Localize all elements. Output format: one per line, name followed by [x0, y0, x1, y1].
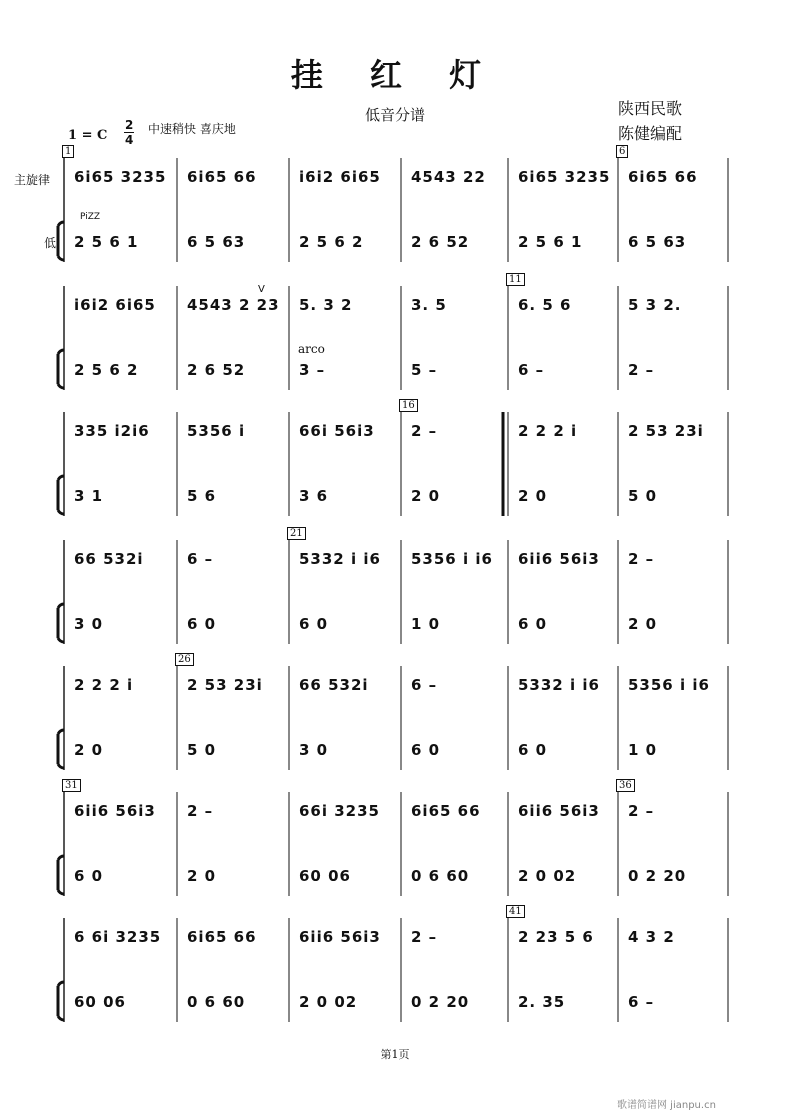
measure-number: 21 — [287, 527, 306, 540]
melody-measure: 2 – — [628, 550, 655, 568]
melody-measure: 6i65 66 — [411, 802, 481, 820]
bass-measure: 6 – — [518, 361, 545, 379]
score-system — [0, 528, 790, 650]
bass-measure: 5 0 — [628, 487, 658, 505]
melody-measure: 5. 3 2 — [299, 296, 353, 314]
melody-measure: 5332 i i6 — [299, 550, 381, 568]
measure-number: 11 — [506, 273, 525, 286]
melody-measure: 5356 i i6 — [628, 676, 710, 694]
score-system — [0, 780, 790, 902]
bass-measure: 3 6 — [299, 487, 329, 505]
melody-measure: 2 – — [411, 422, 438, 440]
melody-measure: 2 23 5 6 — [518, 928, 594, 946]
bass-measure: 0 2 20 — [628, 867, 687, 885]
melody-measure: 6ii6 56i3 — [518, 802, 600, 820]
site-watermark: 歌谱简谱网 jianpu.cn — [617, 1100, 716, 1111]
bass-measure: 6 – — [628, 993, 655, 1011]
melody-measure: 4543 22 — [411, 168, 486, 186]
bass-measure: 2. 35 — [518, 993, 566, 1011]
melody-measure: 335 i2i6 — [74, 422, 150, 440]
bass-bracket — [58, 604, 64, 642]
bass-measure: 5 0 — [187, 741, 217, 759]
bass-measure: 2 0 — [518, 487, 548, 505]
bass-bracket — [58, 350, 64, 388]
key-signature: 1 = C — [68, 128, 108, 143]
part-label-bass: 低 — [44, 236, 57, 250]
melody-measure: 6i65 66 — [628, 168, 698, 186]
bass-measure: 0 2 20 — [411, 993, 470, 1011]
time-signature — [124, 118, 134, 147]
credit-origin: 陕西民歌 — [618, 99, 683, 118]
melody-measure: 66i 3235 — [299, 802, 380, 820]
measure-number: 1 — [62, 145, 74, 158]
measure-number: 31 — [62, 779, 81, 792]
arco-marking: arco — [298, 342, 325, 356]
melody-measure: 2 – — [628, 802, 655, 820]
melody-measure: 6i65 66 — [187, 168, 257, 186]
bass-measure: 5 – — [411, 361, 438, 379]
page-number: 第1页 — [380, 1048, 410, 1061]
measure-number: 26 — [175, 653, 194, 666]
time-signature-bottom: 4 — [125, 133, 134, 147]
bass-bracket — [58, 476, 64, 514]
bass-measure: 6 0 — [187, 615, 217, 633]
melody-measure: 4 3 2 — [628, 928, 675, 946]
score-system — [0, 906, 790, 1028]
melody-measure: 2 2 2 i — [518, 422, 578, 440]
melody-measure: 66 532i — [299, 676, 369, 694]
melody-measure: 2 – — [411, 928, 438, 946]
melody-measure: 5 3 2. — [628, 296, 682, 314]
measure-number: 41 — [506, 905, 525, 918]
score-system — [0, 274, 790, 396]
bass-measure: 6 0 — [74, 867, 104, 885]
bass-measure: 0 6 60 — [187, 993, 246, 1011]
bass-measure: 6 0 — [299, 615, 329, 633]
melody-measure: 6 6i 3235 — [74, 928, 162, 946]
score-system — [0, 654, 790, 776]
melody-measure: 6ii6 56i3 — [518, 550, 600, 568]
bass-measure: 6 5 63 — [628, 233, 687, 251]
measure-number: 36 — [616, 779, 635, 792]
melody-measure: 5356 i i6 — [411, 550, 493, 568]
bass-measure: 2 5 6 1 — [74, 233, 139, 251]
bass-measure: 3 0 — [299, 741, 329, 759]
melody-measure: 6ii6 56i3 — [299, 928, 381, 946]
melody-measure: 6ii6 56i3 — [74, 802, 156, 820]
score-subtitle: 低音分谱 — [364, 106, 425, 124]
bass-measure: 2 6 52 — [411, 233, 470, 251]
bass-measure: 2 5 6 2 — [299, 233, 364, 251]
bass-measure: 2 6 52 — [187, 361, 246, 379]
bass-measure: 3 – — [299, 361, 326, 379]
bass-measure: 2 0 — [74, 741, 104, 759]
melody-measure: 2 – — [187, 802, 214, 820]
bass-measure: 2 5 6 1 — [518, 233, 583, 251]
melody-measure: 2 53 23i — [187, 676, 263, 694]
bass-measure: 2 – — [628, 361, 655, 379]
bass-bracket — [58, 982, 64, 1020]
bass-measure: 3 0 — [74, 615, 104, 633]
measure-number: 6 — [616, 145, 628, 158]
melody-measure: 5356 i — [187, 422, 246, 440]
bass-measure: 60 06 — [74, 993, 126, 1011]
bass-measure: 3 1 — [74, 487, 104, 505]
credit-arranger: 陈健编配 — [618, 124, 683, 143]
measure-number: 16 — [399, 399, 418, 412]
score-system — [0, 146, 790, 268]
bass-measure: 1 0 — [411, 615, 441, 633]
bass-measure: 5 6 — [187, 487, 217, 505]
melody-measure: i6i2 6i65 — [74, 296, 156, 314]
bass-measure: 2 0 — [187, 867, 217, 885]
score-system — [0, 400, 790, 522]
bass-measure: 2 5 6 2 — [74, 361, 139, 379]
melody-measure: 6i65 3235 — [74, 168, 167, 186]
melody-measure: 6 – — [187, 550, 214, 568]
pizz-marking: PiZZ — [80, 212, 101, 222]
bass-measure: 2 0 02 — [299, 993, 358, 1011]
bass-measure: 6 0 — [518, 741, 548, 759]
tempo-marking: 中速稍快 喜庆地 — [148, 122, 236, 136]
melody-measure: 6i65 3235 — [518, 168, 611, 186]
bass-bracket — [58, 730, 64, 768]
bass-measure: 2 0 — [628, 615, 658, 633]
melody-measure: i6i2 6i65 — [299, 168, 381, 186]
melody-measure: 6. 5 6 — [518, 296, 572, 314]
bass-measure: 2 0 02 — [518, 867, 577, 885]
bass-bracket — [58, 856, 64, 894]
bass-measure: 6 5 63 — [187, 233, 246, 251]
melody-measure: 6 – — [411, 676, 438, 694]
bass-measure: 2 0 — [411, 487, 441, 505]
melody-measure: 6i65 66 — [187, 928, 257, 946]
melody-measure: 2 53 23i — [628, 422, 704, 440]
melody-measure: 2 2 2 i — [74, 676, 134, 694]
bass-bracket — [58, 222, 64, 260]
bass-measure: 0 6 60 — [411, 867, 470, 885]
time-signature-top: 2 — [125, 118, 134, 132]
bass-measure: 6 0 — [518, 615, 548, 633]
melody-measure: 4543 2 23 — [187, 296, 280, 314]
part-label-melody: 主旋律 — [14, 173, 51, 187]
melody-measure: 3. 5 — [411, 296, 447, 314]
score-title: 挂 红 灯 — [290, 56, 500, 94]
melody-measure: 66 532i — [74, 550, 144, 568]
melody-measure: 5332 i i6 — [518, 676, 600, 694]
melody-measure: 66i 56i3 — [299, 422, 375, 440]
bass-measure: 1 0 — [628, 741, 658, 759]
bass-measure: 60 06 — [299, 867, 351, 885]
breath-mark: V — [258, 284, 265, 295]
bass-measure: 6 0 — [411, 741, 441, 759]
